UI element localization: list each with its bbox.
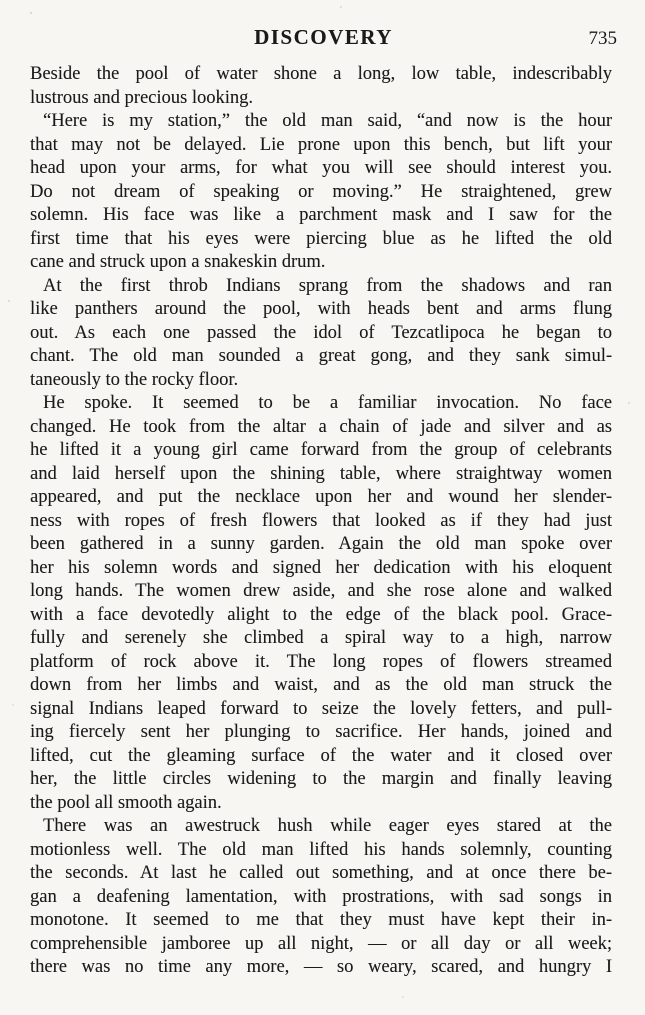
- text-line: taneously to the rocky floor.: [30, 369, 239, 390]
- text-line: her, the little circles widening to the margin and finally leaving: [30, 769, 612, 789]
- text-line: motionless well. The old man lifted his hands solemnly, counting: [30, 839, 612, 860]
- text-line: ing fiercely sent her plunging to sacrifice. Her hands, joined and: [30, 722, 612, 742]
- text-line: her his solemn words and signed her dedication with his eloquent: [30, 557, 612, 578]
- text-line: He spoke. It seemed to be a familiar invocation. No face: [43, 393, 612, 413]
- text-line: Do not dream of speaking or moving.” He straightened, grew: [30, 181, 612, 202]
- text-line: monotone. It seemed to me that they must have kept their in-: [30, 910, 612, 930]
- text-line: out. As each one passed the idol of Tezcatlipoca he began to: [30, 322, 612, 343]
- text-line: down from her limbs and waist, and as the old man struck the: [30, 675, 612, 695]
- text-line: At the first throb Indians sprang from the shadows and ran: [43, 275, 612, 296]
- page-number: 735: [588, 28, 617, 49]
- text-line: he lifted it a young girl came forward from the group of celebrants: [30, 440, 612, 460]
- text-line: solemn. His face was like a parchment mask and I saw for the: [30, 205, 612, 225]
- text-line: lifted, cut the gleaming surface of the water and it closed over: [30, 745, 612, 766]
- text-line: first time that his eyes were piercing blue as he lifted the old: [30, 228, 612, 249]
- text-line: head upon your arms, for what you will see should interest you.: [30, 158, 612, 178]
- text-line: “Here is my station,” the old man said, “and now is the hour: [43, 111, 612, 131]
- text-line: that may not be delayed. Lie prone upon this bench, but lift your: [30, 134, 612, 155]
- text-line: gan a deafening lamentation, with prostrations, with sad songs in: [30, 886, 612, 907]
- text-line: been gathered in a sunny garden. Again the old man spoke over: [30, 534, 612, 554]
- text-line: the pool all smooth again.: [30, 792, 222, 813]
- text-line: the seconds. At last he called out something, and at once there be-: [30, 863, 612, 883]
- scan-noise: [0, 0, 2, 2]
- text-line: lustrous and precious looking.: [30, 87, 254, 108]
- text-line: cane and struck upon a snakeskin drum.: [30, 252, 326, 272]
- running-header: [30, 25, 617, 51]
- text-line: appeared, and put the necklace upon her and wound her slender-: [30, 487, 612, 507]
- text-line: like panthers around the pool, with heads bent and arms flung: [30, 299, 612, 319]
- text-line: platform of rock above it. The long ropes of flowers streamed: [30, 651, 612, 672]
- text-line: There was an awestruck hush while eager eyes stared at the: [43, 816, 612, 836]
- text-line: long hands. The women drew aside, and she rose alone and walked: [30, 581, 612, 601]
- text-line: Beside the pool of water shone a long, low table, indescribably: [30, 64, 612, 84]
- text-line: there was no time any more, — so weary, scared, and hungry I: [30, 957, 612, 977]
- text-line: and laid herself upon the shining table, where straightway women: [30, 463, 612, 484]
- text-line: with a face devotedly alight to the edge of the black pool. Grace-: [30, 604, 612, 625]
- text-line: changed. He took from the altar a chain of jade and silver and as: [30, 416, 612, 437]
- text-line: chant. The old man sounded a great gong, and they sank simul-: [30, 346, 612, 366]
- text-line: comprehensible jamboree up all night, — or all day or all week;: [30, 933, 612, 954]
- page-title: DISCOVERY: [254, 25, 393, 49]
- text-line: fully and serenely she climbed a spiral way to a high, narrow: [30, 628, 612, 648]
- body-text: [30, 63, 612, 980]
- text-line: ness with ropes of fresh flowers that looked as if they had just: [30, 510, 612, 531]
- text-line: signal Indians leaped forward to seize the lovely fetters, and pull-: [30, 698, 612, 719]
